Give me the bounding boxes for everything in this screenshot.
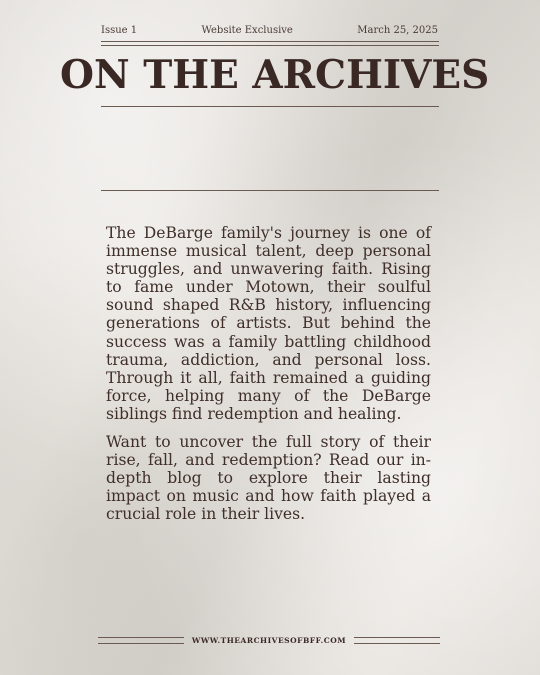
issue-number: Issue 1 bbox=[101, 25, 138, 36]
footer-rule-left bbox=[98, 637, 184, 644]
title-rule bbox=[101, 106, 439, 107]
article-body bbox=[106, 224, 431, 534]
article-paragraph-2: Want to uncover the full story of their rise, fall, and redemption? Read our in-depth blog to explore their lasting impact on music and how faith played a crucial role in their lives. bbox=[106, 433, 431, 524]
masthead-rule-top bbox=[101, 41, 439, 42]
footer-rule-right bbox=[354, 637, 440, 644]
edition-label: Website Exclusive bbox=[201, 25, 293, 36]
footer bbox=[98, 636, 440, 645]
issue-date: March 25, 2025 bbox=[357, 25, 438, 36]
masthead-info-row bbox=[101, 25, 438, 36]
masthead-rule-second bbox=[101, 45, 439, 46]
article-paragraph-1: The DeBarge family's journey is one of immense musical talent, deep personal struggles, and unwavering faith. Rising to fame under Motown, their soulful sound shaped R&B history, influencing generations of artists. But behind the success was a family battling childhood trauma, addiction, and personal loss. Through it all, faith remained a guiding force, helping many of the DeBarge siblings find redemption and healing. bbox=[106, 224, 431, 423]
section-divider bbox=[101, 190, 439, 191]
page-title: ON THE ARCHIVES bbox=[60, 52, 490, 98]
website-link[interactable]: WWW.THEARCHIVESOFBFF.COM bbox=[191, 636, 347, 645]
